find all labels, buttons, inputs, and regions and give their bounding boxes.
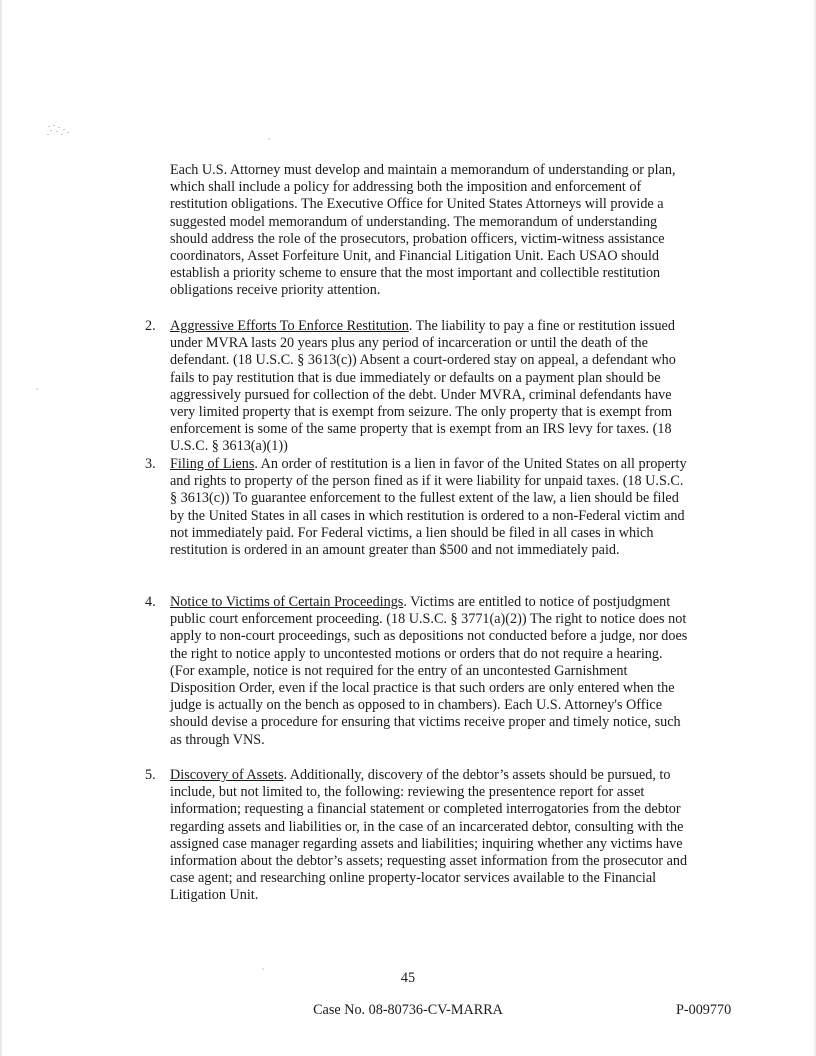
item-number: 4. bbox=[145, 594, 156, 610]
item-body: . Victims are entitled to notice of postjudgment public court enforcement proceeding. (18 U.S.C. § 3771(a)(2)) The right to notice does not apply to non-court proceedings, such as depositions not conducted before a judge, nor does the right to notice apply to uncontested motions or orders that do not require a hearing. (For example, notice is not required for the entry of an uncontested Garnishment Disposition Order, even if the local practice is that such orders are only entered when the judge is actually on the bench as opposed to in chambers). Each U.S. Attorney's Office should devise a procedure for ensuring that victims receive proper and timely notice, such as through VNS. bbox=[170, 594, 688, 748]
item-heading: Discovery of Assets bbox=[170, 767, 284, 783]
page-number: 45 bbox=[400, 970, 416, 986]
item-body: . Additionally, discovery of the debtor’s assets should be pursued, to include, but not limited to, the following: reviewing the presentence report for asset information; requesting a financial statement or completed interrogatories from the debtor regarding assets and liabilities or, in the case of an incarcerated debtor, consulting with the assigned case manager regarding assets and liabilities; inquiring whether any victims have information about the debtor’s assets; requesting asset information from the prosecutor and case agent; and researching online property-locator services available to the Financial Litigation Unit. bbox=[170, 767, 688, 904]
list-item bbox=[145, 594, 690, 749]
item-heading: Notice to Victims of Certain Proceedings bbox=[170, 594, 404, 610]
item-heading: Aggressive Efforts To Enforce Restitution bbox=[170, 318, 409, 334]
list-item bbox=[145, 456, 690, 559]
scan-edge-left bbox=[0, 0, 2, 1056]
item-number: 5. bbox=[145, 767, 156, 783]
item-body: . An order of restitution is a lien in favor of the United States on all property and rights to property of the person fined as if it were liability for unpaid taxes. (18 U.S.C. § 3613(c)) To guarantee enforcement to the fullest extent of the law, a lien should be filed by the United States in all cases in which restitution is ordered to a non-Federal victim and not immediately paid. For Federal victims, a lien should be filed in all cases in which restitution is ordered in an amount greater than $500 and not immediately paid. bbox=[170, 456, 687, 559]
case-number: Case No. 08-80736-CV-MARRA bbox=[313, 1002, 503, 1018]
list-item bbox=[145, 318, 690, 456]
item-body: . The liability to pay a fine or restitution issued under MVRA lasts 20 years plus any period of incarceration or until the death of the defendant. (18 U.S.C. § 3613(c)) Absent a court-ordered stay on appeal, a defendant who fails to pay restitution that is due immediately or defaults on a payment plan should be aggressively pursued for collection of the debt. Under MVRA, criminal defendants have very limited property that is exempt from seizure. The only property that is exempt from enforcement is some of the same property that is exempt from an IRS levy for taxes. (18 U.S.C. § 3613(a)(1)) bbox=[170, 318, 676, 455]
bates-number: P-009770 bbox=[676, 1002, 732, 1018]
item-number: 2. bbox=[145, 318, 156, 334]
scan-artifact bbox=[268, 138, 270, 140]
item-heading: Filing of Liens bbox=[170, 456, 255, 472]
scan-artifact bbox=[44, 124, 74, 138]
scan-artifact bbox=[36, 388, 38, 390]
item-number: 3. bbox=[145, 456, 156, 472]
intro-paragraph: Each U.S. Attorney must develop and maintain a memorandum of understanding or plan, which shall include a policy for addressing both the imposition and enforcement of restitution obligations. The Executive Office for United States Attorneys will provide a suggested model memorandum of understanding. The memorandum of understanding should address the role of the prosecutors, probation officers, victim-witness assistance coordinators, Asset Forfeiture Unit, and Financial Litigation Unit. Each USAO should establish a priority scheme to ensure that the most important and collectible restitution obligations receive priority attention. bbox=[170, 162, 676, 299]
list-item bbox=[145, 767, 690, 905]
